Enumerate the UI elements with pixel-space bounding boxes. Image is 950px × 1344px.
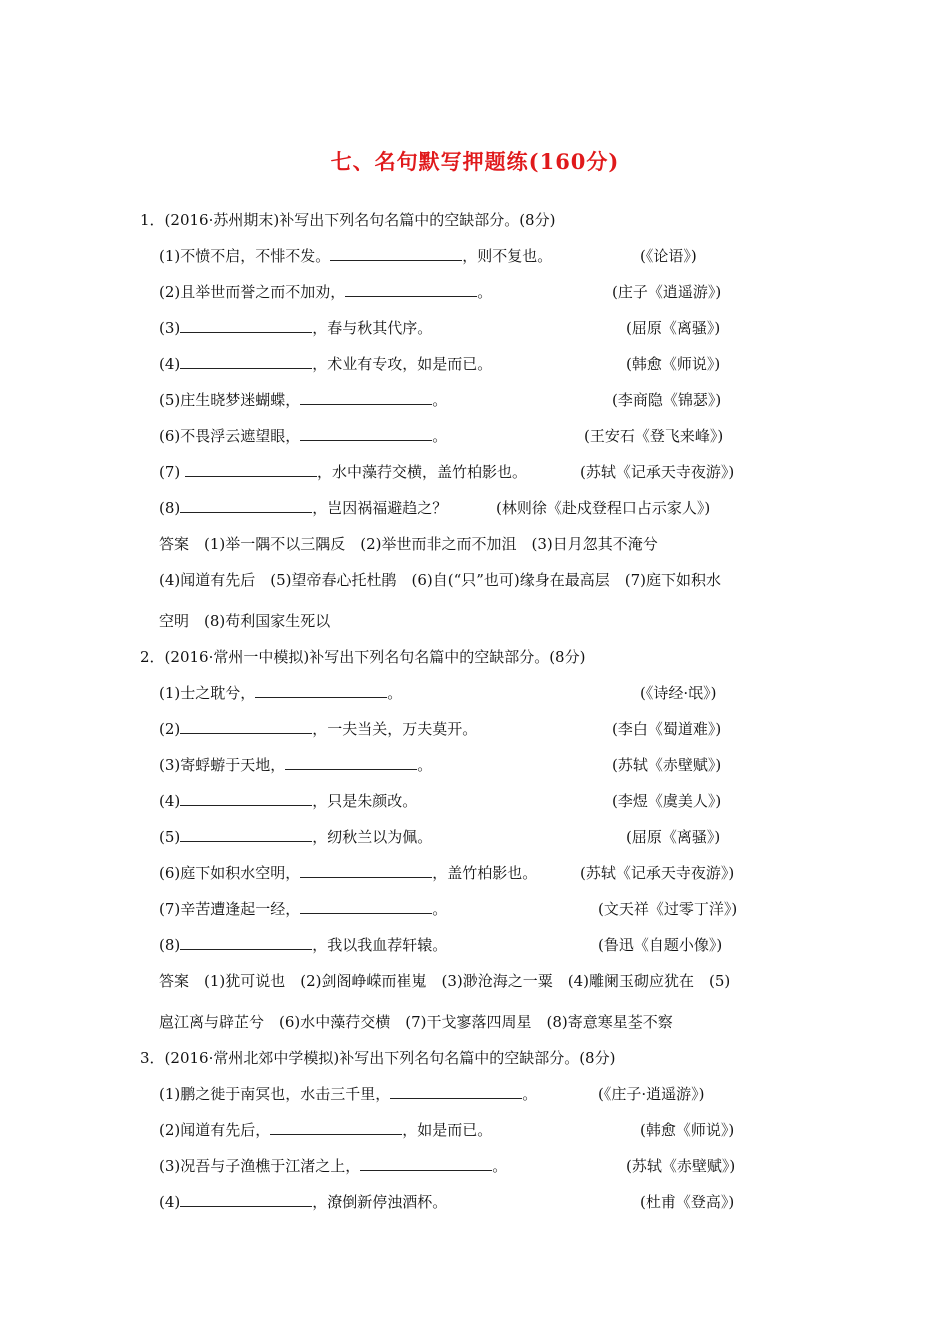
question-item: (7)辛苦遭逢起一经， 。 [159, 900, 448, 918]
question-header: 1．(2016·苏州期末)补写出下列名句名篇中的空缺部分。(8分) [140, 211, 556, 229]
answer-line: 答案 (1)举一隅不以三隅反 (2)举世而非之而不加沮 (3)日月忽其不淹兮 [159, 535, 658, 553]
answer-line: 空明 (8)苟利国家生死以 [159, 612, 331, 630]
blank-line [345, 282, 477, 297]
blank-line [180, 719, 312, 734]
question-item: (5)庄生晓梦迷蝴蝶， 。 [159, 391, 448, 409]
question-item: (1)士之耽兮， 。 [159, 684, 403, 702]
source-citation: (文天祥《过零丁洋》) [598, 900, 738, 918]
source-citation: (韩愈《师说》) [640, 1121, 735, 1139]
question-item: (8) ，我以我血荐轩辕。 [159, 936, 448, 954]
blank-line [180, 354, 312, 369]
source-citation: (李煜《虞美人》) [612, 792, 722, 810]
answer-line: 答案 (1)犹可说也 (2)剑阁峥嵘而崔嵬 (3)渺沧海之一粟 (4)雕阑玉砌应犹在 (5) [159, 972, 731, 990]
blank-line [360, 1156, 492, 1171]
source-citation: (鲁迅《自题小像》) [598, 936, 723, 954]
question-item: (6)庭下如积水空明， ，盖竹柏影也。 [159, 864, 538, 882]
blank-line [185, 462, 317, 477]
blank-line [255, 683, 387, 698]
blank-line [180, 1192, 312, 1207]
source-citation: (屈原《离骚》) [626, 319, 721, 337]
blank-line [180, 935, 312, 950]
blank-line [300, 899, 432, 914]
source-citation: (《论语》) [640, 247, 697, 265]
question-item: (1)鹏之徙于南冥也，水击三千里， 。 [159, 1085, 538, 1103]
question-item: (7) ，水中藻荇交横，盖竹柏影也。 [159, 463, 528, 481]
blank-line [180, 827, 312, 842]
question-header: 2．(2016·常州一中模拟)补写出下列名句名篇中的空缺部分。(8分) [140, 648, 586, 666]
blank-line [300, 863, 432, 878]
question-item: (5) ，纫秋兰以为佩。 [159, 828, 433, 846]
source-citation: (苏轼《赤壁赋》) [626, 1157, 736, 1175]
source-citation: (王安石《登飞来峰》) [584, 427, 724, 445]
question-item: (6)不畏浮云遮望眼， 。 [159, 427, 448, 445]
question-item: (4) ，术业有专攻，如是而已。 [159, 355, 493, 373]
page-title: 七、名句默写押题练(160分) [330, 149, 620, 174]
question-item: (2) ，一夫当关，万夫莫开。 [159, 720, 478, 738]
question-item: (3)寄蜉蝣于天地， 。 [159, 756, 433, 774]
source-citation: (韩愈《师说》) [626, 355, 721, 373]
blank-line [285, 755, 417, 770]
source-citation: (庄子《逍遥游》) [612, 283, 722, 301]
source-citation: (林则徐《赴戍登程口占示家人》) [496, 499, 711, 517]
blank-line [180, 498, 312, 513]
question-item: (4) ，潦倒新停浊酒杯。 [159, 1193, 448, 1211]
blank-line [390, 1084, 522, 1099]
source-citation: (苏轼《记承天寺夜游》) [580, 463, 735, 481]
question-item: (3) ，春与秋其代序。 [159, 319, 433, 337]
question-item: (2)闻道有先后， ，如是而已。 [159, 1121, 493, 1139]
answer-line: 扈江离与辟芷兮 (6)水中藻荇交横 (7)干戈寥落四周星 (8)寄意寒星荃不察 [159, 1013, 673, 1031]
blank-line [330, 246, 462, 261]
blank-line [270, 1120, 402, 1135]
blank-line [180, 791, 312, 806]
blank-line [300, 390, 432, 405]
source-citation: (李商隐《锦瑟》) [612, 391, 722, 409]
source-citation: (屈原《离骚》) [626, 828, 721, 846]
source-citation: (李白《蜀道难》) [612, 720, 722, 738]
source-citation: (《庄子·逍遥游》) [598, 1085, 705, 1103]
question-item: (4) ，只是朱颜改。 [159, 792, 418, 810]
question-item: (3)况吾与子渔樵于江渚之上， 。 [159, 1157, 508, 1175]
question-item: (1)不愤不启，不悱不发。 ，则不复也。 [159, 247, 553, 265]
source-citation: (《诗经·氓》) [640, 684, 717, 702]
source-citation: (苏轼《记承天寺夜游》) [580, 864, 735, 882]
answer-line: (4)闻道有先后 (5)望帝春心托杜鹃 (6)自(“只”也可)缘身在最高层 (7)庭下如积水 [159, 571, 722, 589]
question-item: (2)且举世而誉之而不加劝， 。 [159, 283, 493, 301]
blank-line [300, 426, 432, 441]
question-item: (8) ，岂因祸福避趋之？ [159, 499, 448, 517]
question-header: 3．(2016·常州北郊中学模拟)补写出下列名句名篇中的空缺部分。(8分) [140, 1049, 616, 1067]
blank-line [180, 318, 312, 333]
source-citation: (杜甫《登高》) [640, 1193, 735, 1211]
source-citation: (苏轼《赤壁赋》) [612, 756, 722, 774]
